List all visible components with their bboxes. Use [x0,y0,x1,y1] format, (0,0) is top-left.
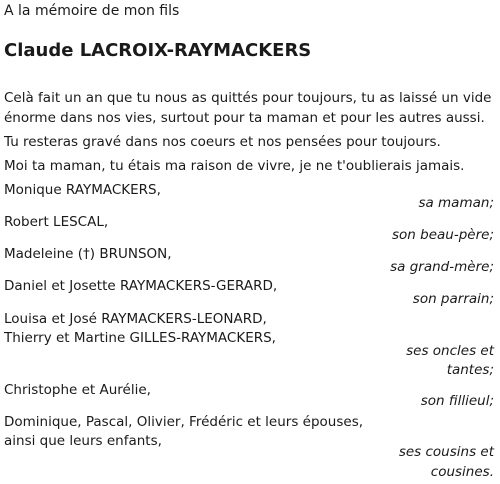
message-line-2: énorme dans nos vies, surtout pour ta maman et pour les autres aussi. [4,110,485,126]
relation-tantes: tantes; [446,362,494,378]
relation-cousines: cousines. [430,464,494,480]
family-name-cousins: Dominique, Pascal, Olivier, Frédéric et leurs épouses, [4,414,364,430]
message-line-4: Moi ta maman, tu étais ma raison de vivre, je ne t'oublierais jamais. [4,158,465,174]
family-name-louisa-jose: Louisa et José RAYMACKERS-LEONARD, [4,311,267,327]
relation-beau-pere: son beau-père; [392,227,494,243]
relation-maman: sa maman; [418,195,494,211]
message-line-1: Celà fait un an que tu nous as quittés pour toujours, tu as laissé un vide [4,90,492,106]
family-name-daniel-josette: Daniel et Josette RAYMACKERS-GERARD, [4,278,278,294]
family-name-enfants: ainsi que leurs enfants, [4,433,162,449]
message-line-3: Tu resteras gravé dans nos coeurs et nos pensées pour toujours. [4,134,441,150]
relation-fillieul: son fillieul; [420,393,494,409]
family-name-monique: Monique RAYMACKERS, [4,182,161,198]
deceased-name: Claude LACROIX-RAYMACKERS [4,40,312,61]
relation-grand-mere: sa grand-mère; [390,259,494,275]
family-name-robert: Robert LESCAL, [4,214,109,230]
relation-oncles: ses oncles et [406,343,494,359]
relation-parrain: son parrain; [412,291,494,307]
family-name-christophe-aurelie: Christophe et Aurélie, [4,382,151,398]
family-name-madeleine: Madeleine (†) BRUNSON, [4,246,172,262]
relation-cousins: ses cousins et [398,444,494,460]
dedication-line: A la mémoire de mon fils [4,3,180,19]
family-name-thierry-martine: Thierry et Martine GILLES-RAYMACKERS, [4,330,276,346]
